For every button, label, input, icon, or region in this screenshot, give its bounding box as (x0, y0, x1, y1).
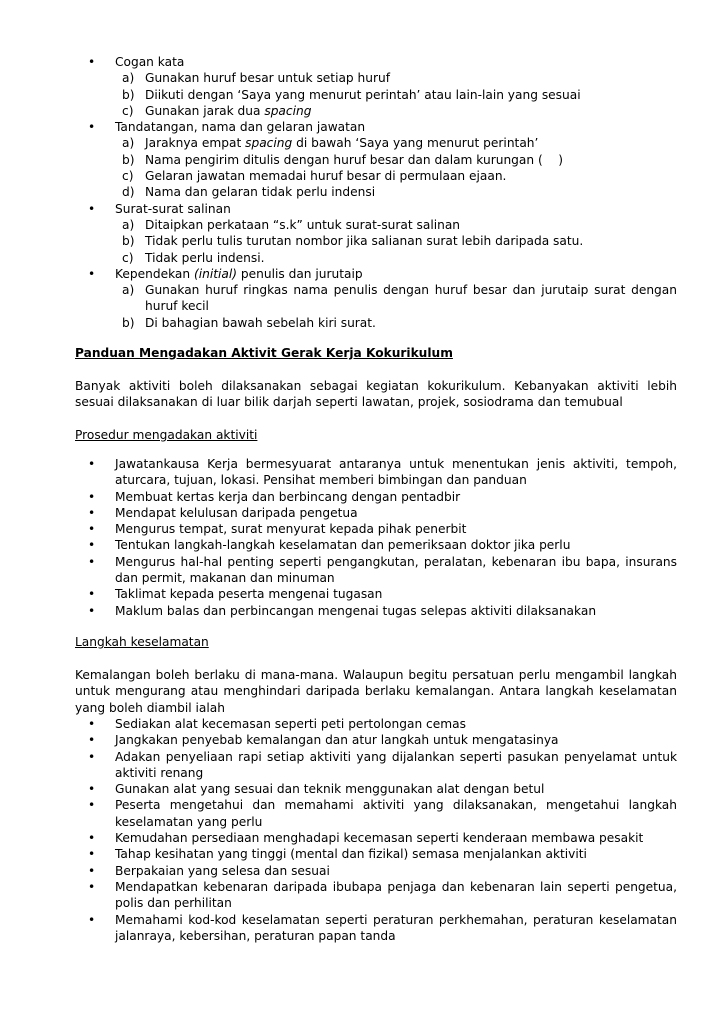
intro-paragraph: Banyak aktiviti boleh dilaksanakan sebagai kegiatan kokurikulum. Kebanyakan aktiviti lebih sesuai dilaksanakan di luar bilik darjah seperti lawatan, projek, sosiodrama dan temubual (75, 379, 677, 410)
list-item (75, 912, 677, 945)
list-item (75, 749, 677, 782)
list-item-text: Membuat kertas kerja dan berbincang dengan pentadbir (115, 489, 461, 504)
sub-item: c) Tidak perlu indensi. (122, 250, 265, 265)
letter-guidelines-list (75, 54, 677, 331)
langkah-paragraph: Kemalangan boleh berlaku di mana-mana. Walaupun begitu persatuan perlu mengambil langkah untuk mengurang atau menghindari daripada berlaku kemalangan. Antara langkah keselamatan yang boleh diambil ialah (75, 668, 677, 715)
list-item-text: Kemudahan persediaan menghadapi kecemasan seperti kenderaan membawa pesakit (115, 831, 644, 846)
langkah-list (75, 716, 677, 944)
list-item-text: Mendapatkan kebenaran daripada ibubapa penjaga dan kebenaran lain seperti pengetua, polis dan perhilitan (115, 879, 677, 911)
list-item-text: Mengurus tempat, surat menyurat kepada pihak penerbit (115, 522, 467, 537)
sub-item: c) Gelaran jawatan memadai huruf besar di permulaan ejaan. (122, 169, 507, 184)
list-item-text: Memahami kod-kod keselamatan seperti peraturan perkhemahan, peraturan keselamatan jalanraya, kebersihan, peraturan papan tanda (115, 912, 677, 943)
list-item-text: Jangkakan penyebab kemalangan dan atur langkah untuk mengatasinya (115, 733, 559, 748)
sub-item: a) Jaraknya empat spacing di bawah ‘Saya yang menurut perintah’ (122, 136, 539, 151)
sub-item: b) Tidak perlu tulis turutan nombor jika salianan surat lebih daripada satu. (122, 234, 584, 249)
sub-item: d) Nama dan gelaran tidak perlu indensi (122, 185, 376, 200)
list-item-text: Tentukan langkah-langkah keselamatan dan pemeriksaan doktor jika perlu (115, 538, 571, 553)
bullet-icon: • (88, 831, 96, 846)
list-item-text: Adakan penyeliaan rapi setiap aktiviti yang dijalankan seperti pasukan penyelamat untuk aktiviti renang (115, 749, 677, 780)
bullet-icon: • (88, 847, 96, 862)
list-item (75, 554, 677, 587)
bullet-icon: • (88, 603, 96, 618)
list-item (75, 863, 677, 879)
sub-item: a) Gunakan huruf besar untuk setiap huruf (122, 71, 391, 86)
section-heading-prosedur: Prosedur mengadakan aktiviti (75, 428, 258, 442)
list-item-text: Surat-surat salinan (115, 201, 231, 216)
list-item (75, 846, 677, 862)
sub-item: b) Di bahagian bawah sebelah kiri surat. (122, 315, 376, 330)
list-item-text: Berpakaian yang selesa dan sesuai (115, 863, 330, 878)
list-item-text: Gunakan alat yang sesuai dan teknik menggunakan alat dengan betul (115, 782, 545, 797)
list-item (75, 456, 677, 489)
sub-item: c) Gunakan jarak dua spacing (122, 103, 312, 118)
list-item: • Kependekan (initial) penulis dan jurutaip (88, 266, 363, 281)
list-item-text: Tandatangan, nama dan gelaran jawatan (115, 120, 366, 135)
list-item (75, 830, 677, 846)
bullet-icon: • (88, 782, 96, 797)
list-item (75, 586, 677, 602)
sub-item: a) Gunakan huruf ringkas nama penulis dengan huruf besar dan jurutaip surat dengan huruf kecil (122, 283, 677, 314)
list-item (75, 781, 677, 797)
list-item-text: Peserta mengetahui dan memahami aktiviti yang dilaksanakan, mengetahui langkah keselamatan yang perlu (115, 798, 677, 829)
list-item-text: Tahap kesihatan yang tinggi (mental dan fizikal) semasa menjalankan aktiviti (115, 847, 587, 862)
section-heading-langkah: Langkah keselamatan (75, 635, 209, 649)
bullet-icon: • (88, 587, 96, 602)
bullet-icon: • (88, 554, 96, 569)
bullet-icon: • (88, 733, 96, 748)
bullet-icon: • (88, 522, 96, 537)
list-item-text: Maklum balas dan perbincangan mengenai tugas selepas aktiviti dilaksanakan (115, 603, 597, 618)
list-item (75, 732, 677, 748)
bullet-icon: • (88, 717, 96, 731)
list-item (75, 201, 677, 217)
bullet-icon: • (88, 120, 96, 135)
list-item (75, 537, 677, 553)
list-item (75, 521, 677, 537)
list-item (75, 505, 677, 521)
list-item (75, 716, 677, 732)
bullet-icon: • (88, 749, 96, 764)
list-item (75, 489, 677, 505)
bullet-icon: • (88, 879, 96, 894)
bullet-icon: • (88, 201, 96, 216)
bullet-icon: • (88, 912, 96, 927)
bullet-icon: • (88, 55, 96, 69)
bullet-icon: • (88, 505, 96, 520)
list-item-text: Jawatankausa Kerja bermesyuarat antaranya untuk menentukan jenis aktiviti, tempoh, aturcara, tujuan, lokasi. Pensihat memberi bimbingan dan panduan (115, 457, 677, 488)
bullet-icon: • (88, 538, 96, 553)
bullet-icon: • (88, 266, 96, 281)
list-item-text: Cogan kata (115, 55, 185, 69)
bullet-icon: • (88, 798, 96, 813)
sub-item: a) Ditaipkan perkataan “s.k” untuk surat-surat salinan (122, 217, 461, 232)
bullet-icon: • (88, 863, 96, 878)
section-heading-panduan: Panduan Mengadakan Aktivit Gerak Kerja Kokurikulum (75, 346, 453, 360)
bullet-icon: • (88, 489, 96, 504)
list-item (75, 119, 677, 135)
list-item-text: Mendapat kelulusan daripada pengetua (115, 505, 358, 520)
list-item-text: Taklimat kepada peserta mengenai tugasan (115, 587, 383, 602)
list-item-text: Sediakan alat kecemasan seperti peti pertolongan cemas (115, 717, 466, 731)
list-item (75, 797, 677, 830)
sub-item: b) Diikuti dengan ‘Saya yang menurut perintah’ atau lain-lain yang sesuai (122, 87, 581, 102)
list-item (75, 603, 677, 619)
list-item (75, 54, 677, 70)
bullet-icon: • (88, 457, 96, 471)
list-item (75, 879, 677, 912)
list-item-text: Mengurus hal-hal penting seperti pengangkutan, peralatan, kebenaran ibu bapa, insurans dan permit, makanan dan minuman (115, 554, 677, 586)
prosedur-list (75, 456, 677, 619)
sub-item: b) Nama pengirim ditulis dengan huruf besar dan dalam kurungan ( ) (122, 152, 563, 167)
